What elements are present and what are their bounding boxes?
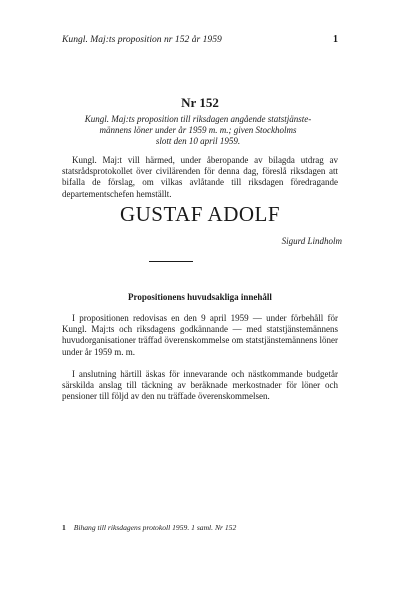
page-number: 1 xyxy=(333,34,338,45)
subtitle-line: männens löner under år 1959 m. m.; given Stockholms xyxy=(99,125,297,136)
intro-text: Kungl. Maj:t vill härmed, under åberopande av bilagda utdrag av statsrådsprotokollet över civilärenden för denna dag, föreslå riksdagen att bifalla de förslag, om vilkas avlåtande till riksdagen föredragande departementschefen hemställt. xyxy=(62,155,338,199)
summary-paragraph-2 xyxy=(62,369,338,403)
summary-text: I propositionen redovisas en den 9 april 1959 — under förbehåll för Kungl. Maj:ts och riksdagens godkännande — med statstjänstemännens huvudorganisationer träffad överenskommelse om statstjänstemännens löner under år 1959 m. m. xyxy=(62,313,338,357)
summary-paragraph-1 xyxy=(62,313,338,358)
summary-heading: Propositionens huvudsakliga innehåll xyxy=(128,292,272,302)
summary-text: I anslutning härtill äskas för innevarande och nästkommande budgetår särskilda anslag till täckning av beräknade merkostnader för löner och pensioner till följd av den nu träffade överenskommelsen. xyxy=(62,369,338,402)
proposition-subtitle xyxy=(58,114,338,148)
footnote xyxy=(62,523,236,532)
divider-rule xyxy=(149,261,193,262)
footnote-number: 1 xyxy=(62,523,66,532)
minister-signature: Sigurd Lindholm xyxy=(281,236,342,246)
running-title: Kungl. Maj:ts proposition nr 152 år 1959 xyxy=(62,34,222,45)
proposition-number: Nr 152 xyxy=(181,95,219,110)
king-signature: GUSTAF ADOLF xyxy=(119,202,281,226)
footnote-text: Bihang till riksdagens protokoll 1959. 1 saml. Nr 152 xyxy=(73,523,237,532)
subtitle-line: slott den 10 april 1959. xyxy=(155,136,241,147)
intro-paragraph xyxy=(62,155,338,200)
subtitle-line: Kungl. Maj:ts proposition till riksdagen angående statstjänste- xyxy=(84,114,312,124)
running-header xyxy=(62,34,338,45)
